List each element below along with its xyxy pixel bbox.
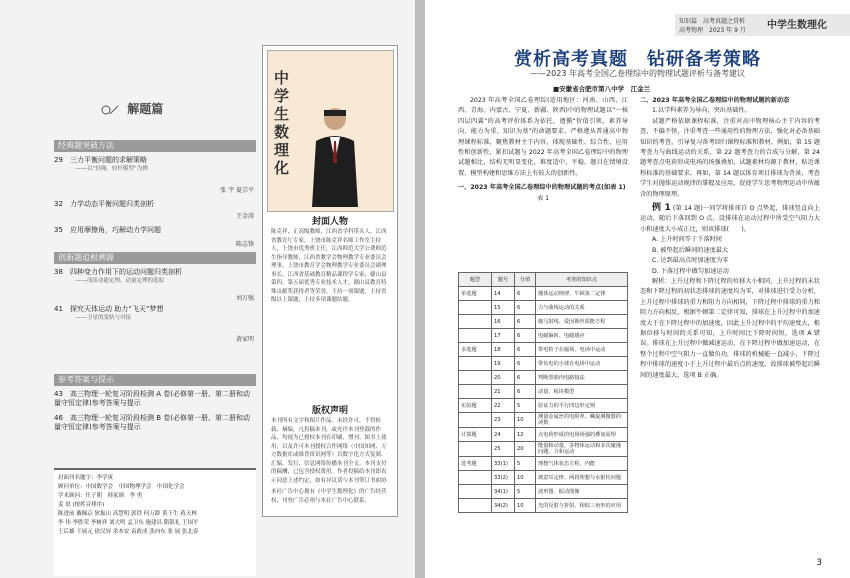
table-row: [459, 371, 628, 385]
toc-item-page: 43: [54, 390, 63, 398]
table-cell: 判断黑箱内电路接法: [536, 371, 628, 385]
table-cell: [459, 385, 492, 399]
credits-line: 王后雄 王展元 徐汉屏 余本安 袁政成 张向东 张 展 张北春: [58, 529, 199, 535]
toc-item-subtitle: ——浅谈动能定理、动量定理的选取: [76, 278, 165, 284]
toc-item[interactable]: [54, 390, 254, 408]
cover-person-illustration: [306, 101, 364, 207]
table-caption: 表 1: [536, 194, 550, 202]
table-cell: [459, 499, 492, 513]
credits-line: 姜 晨 (按姓音排序): [58, 502, 105, 508]
table-row: [459, 385, 628, 399]
toc-item-title: 三力平衡问题的求解策略: [70, 156, 147, 164]
table-cell: 16: [492, 315, 515, 329]
table-cell: 波形图、振动图像: [536, 485, 628, 499]
table-cell: 带电粒子在磁场、电场中运动: [536, 343, 628, 357]
credits-line: 封面刊名题字：李学庚: [58, 475, 114, 481]
exam-topics-table: [458, 272, 628, 513]
table-cell: 理想气体状态方程、内能: [536, 457, 628, 471]
table-header: 题号: [492, 273, 515, 287]
credits-box: [54, 468, 256, 576]
table-header: 题型: [459, 273, 492, 287]
table-cell: 34(2): [492, 499, 515, 513]
section-heading: 二、2023 年高考全国乙卷理综中的物理试题的新动态: [640, 97, 790, 104]
table-cell: 带负电的小球在电场中运动: [536, 357, 628, 371]
table-cell: 34(1): [492, 485, 515, 499]
credits-line: 学术顾问：任子朝 韩家勋 李 勇: [58, 493, 143, 499]
table-cell: 19: [492, 357, 515, 371]
table-cell: 6: [515, 371, 536, 385]
copyright-text: 本社广告中心拥有《中学生数理化》的广告经营权，刊登广告必须与本社广告中心联系。: [271, 489, 387, 504]
copyright-text: 本刊所有文字和图片作品，未经许可，不得转载、摘编。凡投稿本刊，或允许本刊登载的作品，均视为已授权本刊在印刷、增刊、图书上使用，以及许可本刊授权合作网络（中国知网、万方数据库或维普资讯网等）以数字化方式复制、汇编、发行、信息网络传播本刊全文。本刊支付的稿酬，已包含授权费用。作者投稿给本刊即表示同意上述约定，如有异议请与本刊签订书面协: [271, 418, 387, 484]
table-row: [459, 287, 628, 301]
article-subtitle: ——2023 年高考全国乙卷理综中的物理试题评析与备考建议: [530, 69, 745, 78]
table-cell: 6: [515, 315, 536, 329]
left-page: [0, 0, 415, 578]
section-header-text: 解题篇: [127, 102, 164, 116]
table-cell: 18: [492, 343, 515, 357]
table-cell: 6: [515, 385, 536, 399]
table-cell: 33(2): [492, 471, 515, 485]
table-cell: 多选题: [459, 343, 492, 357]
toc-item-page: 46: [54, 414, 63, 422]
table-cell: 20: [515, 442, 536, 457]
toc-item-page: 38: [54, 268, 63, 276]
table-cell: [459, 413, 492, 428]
toc-item-author: 黄家明: [235, 336, 254, 343]
table-cell: [459, 371, 492, 385]
cover-title: 中学生数理化: [274, 69, 290, 177]
table-cell: 实验题: [459, 399, 492, 413]
table-cell: 5: [515, 399, 536, 413]
cover-person-heading: 封面人物: [311, 217, 348, 227]
table-cell: 23: [492, 413, 515, 428]
toc-item-subtitle: ——以“轻绳、轻杆模型”为例: [76, 166, 148, 172]
table-cell: 6: [515, 343, 536, 357]
credits-line: 陈进前 戴佩京 狄振山 高慧明 郭铁 何万龄 黄干生 蒋天林: [58, 511, 197, 517]
toc-item-title: 高三物理一轮复习阶段检测 B 卷(必修第一册、第二册和动量守恒定律)参考答案与提示: [54, 414, 250, 431]
toc-item-title: 高三物理一轮复习阶段检测 A 卷(必修第一册、第二册和动量守恒定律)参考答案与提示: [54, 390, 250, 407]
right-page: [425, 0, 850, 578]
table-cell: 玻意耳定律、两段理想与水银柱问题: [536, 471, 628, 485]
header-section: 知识篇 高考真题之赏析: [679, 18, 746, 25]
table-cell: [459, 485, 492, 499]
table-cell: 单选题: [459, 287, 492, 301]
page-gutter: [415, 0, 425, 578]
body-paragraph: 试题严格依据课程标准，注重对高中物理核心主干内容的考查，不偏不怪，注重考查一些通用性的物理方法，强化对必备基础知识的考查，引导复习备考回归课程标准和教材。例如，第 15 题考查力与曲线运动的关系，第 22 题考查力的合成与分解，第 24 题考查点电荷形成电场的场强叠加，试题素材均源于教材，贴近课程标准的基础要求。再如，第 14 题以体育项目排球为背景，考查学生对抛体运动规律的掌握及应用，促使学生思考物理运动中所蕴含的物理原理。: [640, 117, 820, 198]
table-cell: 动量、板块模型: [536, 385, 628, 399]
table-header-row: [459, 273, 628, 287]
body-paragraph: 2023 年高考全国乙卷理综(适用地区：河南、山西、江西、青海、内蒙古、宁夏、新疆、陕西)中的物理试题以“一核四层四翼”的高考评价体系为依托，遵循“价值引领、素养导向、能力为重、知识为基”的命题要求，严格遵从普通高中物理课程标准，聚焦教材主干内容，体现基础性、综合性、应用性和创新性，紧扣试题与 2022 年高考全国乙卷理综中的物理试题相比，结构无明显变化，难度适中，平稳，题目在情境设置、模型构建和思维方法上有较大的创新性。: [458, 97, 628, 177]
table-cell: 33(1): [492, 457, 515, 471]
table-cell: 验证力的平行四边形定则: [536, 399, 628, 413]
table-row: [459, 413, 628, 428]
toc-item[interactable]: [54, 226, 254, 248]
toc-item-title: 探究天体运动 助力“飞天”梦想: [70, 305, 164, 313]
table-cell: 17: [492, 329, 515, 343]
toc-section-title: 参考答案与提示: [54, 374, 256, 386]
table-row: [459, 329, 628, 343]
table-cell: 能量和动量，多物体运动和多次碰撞问题，力和运动: [536, 442, 628, 457]
toc-item-author: 张 宇 夏宗平: [220, 187, 254, 194]
toc-item-author: 陈志锋: [235, 241, 254, 248]
table-row: [459, 315, 628, 329]
table-cell: 抛体运动规律、牛顿第二定律: [536, 287, 628, 301]
example-label: 例 1: [652, 203, 671, 214]
table-cell: 24: [492, 428, 515, 442]
toc-item-title: 应用摩擦角，巧解动力学问题: [70, 226, 161, 234]
answer-option: C. 达到最高点时加速度为零: [652, 257, 729, 265]
example-text: (第 14 题)一同学将排球自 O 点垫起，排球竖直向上运动，随后下落回到 O 点。设排球在运动过程中所受空气阻力大小和速度大小成正比，则该排球( )。: [640, 205, 820, 233]
section-header: [100, 100, 163, 118]
table-cell: 点电荷形成的电场场强的叠加原理: [536, 428, 628, 442]
table-row: [459, 457, 628, 471]
page-number: 3: [816, 558, 822, 568]
table-cell: 6: [515, 357, 536, 371]
table-cell: 5: [515, 457, 536, 471]
table-cell: 22: [492, 399, 515, 413]
table-cell: 6: [515, 329, 536, 343]
toc-section-title: 创新题追根溯源: [54, 252, 256, 264]
table-row: [459, 428, 628, 442]
article-column-1: [458, 96, 628, 204]
table-cell: [459, 442, 492, 457]
toc-item-page: 32: [54, 200, 63, 208]
toc-item-page: 35: [54, 226, 63, 234]
page-header: [675, 14, 850, 36]
article-title: 赏析高考真题 钻研备考策略: [514, 49, 761, 70]
toc-item-page: 41: [54, 305, 63, 313]
table-cell: 电磁偏转、电磁感应: [536, 329, 628, 343]
table-cell: 21: [492, 385, 515, 399]
table-cell: [459, 315, 492, 329]
toc-item[interactable]: [54, 305, 254, 343]
table-cell: 6: [515, 301, 536, 315]
table-cell: 测量金属丝的电阻率、螺旋测微器的读数: [536, 413, 628, 428]
table-cell: 光的反射与折射、相似三角形的应用: [536, 499, 628, 513]
table-row: [459, 442, 628, 457]
table-cell: 12: [515, 428, 536, 442]
table-cell: [459, 329, 492, 343]
table-row: [459, 357, 628, 371]
table-row: [459, 301, 628, 315]
table-header: 考查的知识点: [536, 273, 628, 287]
toc-item[interactable]: [54, 200, 254, 220]
header-brand: 中学生数理化: [767, 20, 827, 31]
table-cell: [459, 471, 492, 485]
table-cell: 20: [492, 371, 515, 385]
table-cell: 伽马射线、爱因斯坦质能方程: [536, 315, 628, 329]
table-row: [459, 499, 628, 513]
credits-line: 李 伟 李胜荣 李树祥 刘大鸣 孟卫东 施建昌 隋银礼 王国平: [58, 520, 199, 526]
header-issue: 高考物理 2023 年 9 月: [679, 27, 746, 34]
article-column-2: [640, 96, 820, 427]
toc-item-author: 刘万强: [235, 295, 254, 302]
sub-heading: 1.以学科素养为导向，突出基础性。: [652, 107, 751, 115]
toc-item[interactable]: [54, 414, 254, 432]
table-row: [459, 343, 628, 357]
answer-option: A. 上升时间等于下落时间: [652, 236, 722, 244]
answer-option: B. 被垫起后瞬间的速度最大: [652, 246, 729, 254]
table-cell: 25: [492, 442, 515, 457]
sidebar: [262, 45, 398, 517]
answer-option: D. 下落过程中做匀加速运动: [652, 267, 729, 275]
cover-person-text: 陈克祥，正高级教师，江西省学科带头人，江西省教育厅专家，上饶市陈克祥名师工作室主持人，上饶市优秀班主任，江西师范大学公费师范生指导教师，江西省教学会物理教学专业委员会理事，上饶市教育学会物理教学专业委员会副理事长，江西省基础教育精品课程学专家，赣山县第四，第五届优秀专业技术人才，赣山县教育特殊贡献奖获得者等荣誉，主持一项课题，主持省级以上课题，主持多项课题结题。: [271, 229, 387, 303]
credits-line: 顾问单位：中国数学会 中国物理学会 中国化学会: [58, 484, 185, 490]
table-cell: 14: [492, 287, 515, 301]
toc-item[interactable]: [54, 268, 254, 302]
table-row: [459, 399, 628, 413]
toc-item-title: 力学动态平衡问题归类剖析: [70, 200, 154, 208]
toc-item-title: 四种变力作用下的运动问题归类剖析: [70, 268, 182, 276]
table-cell: 5: [515, 485, 536, 499]
table-header: 分值: [515, 273, 536, 287]
table-cell: 10: [515, 499, 536, 513]
toc-item-author: 王金涛: [235, 213, 254, 220]
table-cell: 力与曲线运动的关系: [536, 301, 628, 315]
table-row: [459, 471, 628, 485]
table-cell: [459, 301, 492, 315]
toc-item-page: 29: [54, 156, 63, 164]
table-cell: 6: [515, 287, 536, 301]
table-cell: [459, 357, 492, 371]
table-cell: 15: [492, 301, 515, 315]
toc-section-title: 经典题突破方法: [54, 140, 256, 152]
table-cell: 计算题: [459, 428, 492, 442]
cover-image: [267, 50, 394, 212]
toc-item-subtitle: ——卫星的变轨与对接: [76, 315, 132, 321]
table-cell: 选考题: [459, 457, 492, 471]
analysis-text: 解析：上升过程和下降过程的位移大小相同，上升过程的末状态和下降过程的初状态排球的速度均为零，对排球进行受力分析，上升过程中排球的重力和阻力方向相同，下降过程中排球的重力和阻力方向相反，根据牛顿第二定律可知，排球在上升过程中的加速度大于在下降过程中的加速度，因此上升过程中的平均速度大，根据位移与时间的关系可知，上升时间比下降时间短，选项 A 错误。排球在上升过程中做减速运动，在下降过程中做加速运动，在整个过程中空气阻力一直做负功，排球的机械能一直减小，下降过程中排球的速度小于上升过程中最后点的速度，故排球被垫起后瞬间的速度最大，选项 B 正确。: [640, 277, 820, 379]
table-cell: 10: [515, 413, 536, 428]
section-heading: 一、2023 年高考全国乙卷理综中的物理试题的考点(如表 1): [458, 184, 626, 192]
section-header-icon: [100, 102, 120, 118]
toc-item[interactable]: [54, 156, 254, 194]
copyright-heading: 版权声明: [311, 406, 348, 416]
table-row: [459, 485, 628, 499]
table-cell: 10: [515, 471, 536, 485]
article-author: ■安徽省合肥市第八中学 江金兰: [553, 85, 651, 93]
